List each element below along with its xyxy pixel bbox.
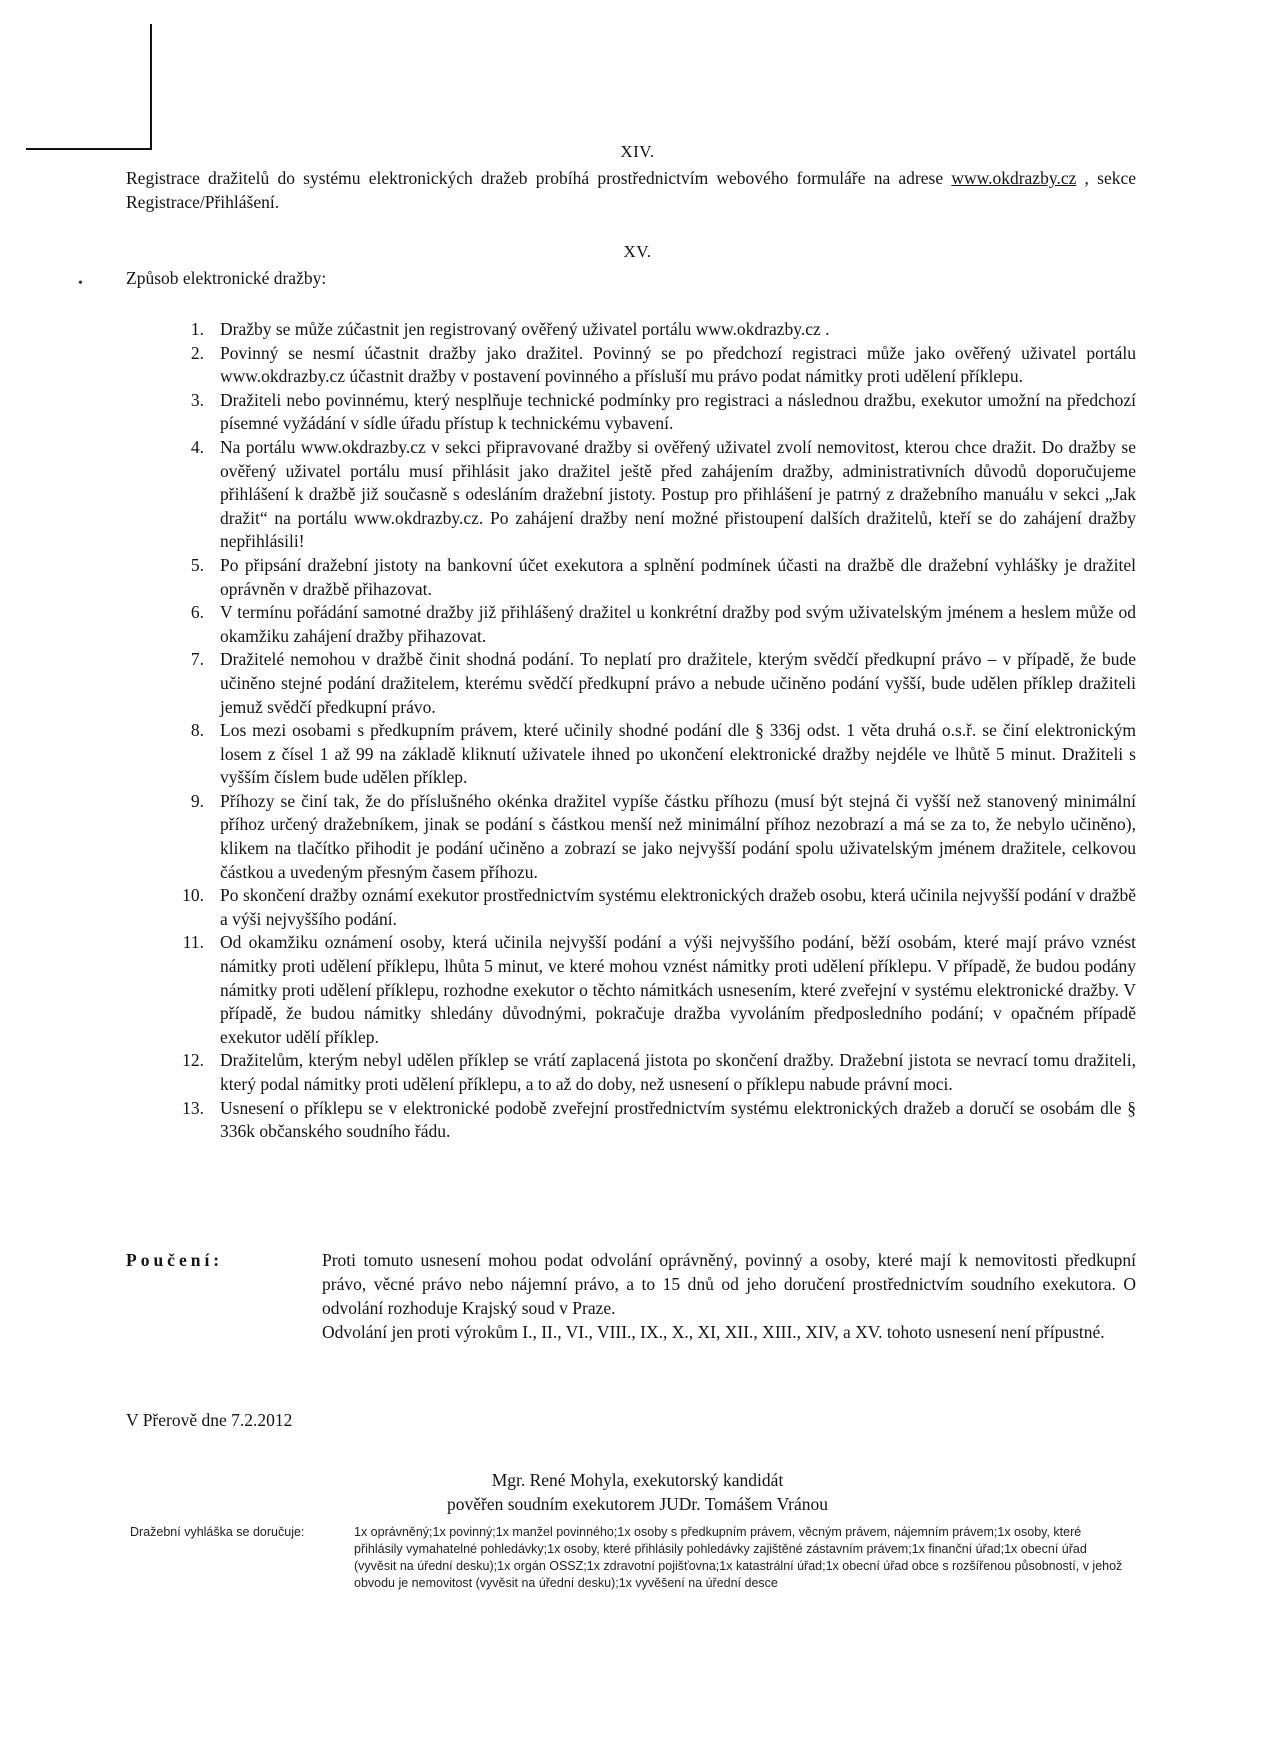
section-xiv-text-after: , sekce Registrace/Přihlášení. [126, 168, 1136, 212]
list-item-number: 4. [190, 436, 204, 457]
section-xiv-text-before: Registrace dražitelů do systému elektronických dražeb probíhá prostřednictvím webového formuláře na adrese [126, 168, 952, 188]
corner-mark-vertical [150, 24, 152, 150]
list-item-text: Po skončení dražby oznámí exekutor prostřednictvím systému elektronických dražeb osobu, která učinila nejvyšší podání v dražbě a výši nejvyššího podání. [220, 885, 1136, 929]
list-item-number: 1. [190, 319, 204, 339]
list-item-number: 8. [190, 720, 204, 741]
section-xv-intro: Způsob elektronické dražby: [126, 268, 327, 288]
list-item-number: 5. [190, 554, 204, 575]
pouceni-block [126, 1248, 1136, 1344]
list-item-number: 10. [182, 885, 204, 906]
list-item-number: 13. [182, 1097, 204, 1118]
list-item-number: 12. [182, 1050, 204, 1071]
list-item-number: 3. [190, 389, 204, 410]
list-item-text: Dražby se může zúčastnit jen registrovaný ověřený uživatel portálu www.okdrazby.cz . [220, 319, 830, 339]
delivery-label: Dražební vyhláška se doručuje: [130, 1525, 305, 1539]
list-item [170, 931, 1136, 1049]
list-item-text: Dražitelům, kterým nebyl udělen příklep se vrátí zaplacená jistota po skončení dražby. Dražební jistota se nevrací tomu dražiteli, který podal námitky proti udělení příklepu, a to až do doby, než usnesení o příklepu nabude právní moci. [220, 1050, 1136, 1094]
list-item [170, 1049, 1136, 1096]
section-xiv-heading: XIV. [620, 142, 655, 161]
list-item [170, 554, 1136, 601]
list-item-text: Dražitelé nemohou v dražbě činit shodná podání. To neplatí pro dražitele, kterým svědčí předkupní právo – v případě, že bude učiněno stejné podání dražitelem, kterému svědčí předkupní právo a nebude učiněno podání vyšší, bude udělen příklep dražiteli jemuž svědčí předkupní právo. [220, 649, 1136, 717]
list-item [170, 389, 1136, 436]
list-item [170, 436, 1136, 554]
list-item-text: Od okamžiku oznámení osoby, která učinila nejvyšší podání a výši nejvyššího podání, běží osobám, které mají právo vznést námitky proti udělení příklepu, lhůta 5 minut, ve které mohou vznést námitky proti udělení příklepu. V případě, že budou podány námitky proti udělení příklepu, rozhodne exekutor o těchto námitkách usnesením, které zveřejní v systému elektronické dražby. V případě, že budou námitky shledány důvodnými, pokračuje dražba vyvoláním předposledního podání; v opačném případě exekutor udělí příklep. [220, 932, 1136, 1047]
delivery-text: 1x oprávněný;1x povinný;1x manžel povinného;1x osoby s předkupním právem, věcným právem, nájemním právem;1x osoby, které přihlásily vymahatelné pohledávky;1x osoby, které přihlásily pohledávky zajištěné zástavním právem;1x finanční úřad;1x obecní úřad (vyvěsit na úřední desku);1x orgán OSSZ;1x zdravotní pojišťovna;1x katastrální úřad;1x obecní úřad obce s rozšířenou působností, v jehož obvodu je nemovitost (vyvěsit na úřední desku);1x vyvěšení na úřední desce [354, 1525, 1123, 1590]
list-item [170, 884, 1136, 931]
list-item-text: Los mezi osobami s předkupním právem, které učinily shodné podání dle § 336j odst. 1 věta druhá o.s.ř. se činí elektronickým losem z čísel 1 až 99 na základě kliknutí uživatele ihned po ukončení elektronické dražby nejdéle ve lhůtě 5 minut. Dražiteli s vyšším číslem bude udělen příklep. [220, 720, 1136, 788]
list-item [170, 1097, 1136, 1144]
place-and-date: V Přerově dne 7.2.2012 [126, 1410, 293, 1430]
list-item-number: 9. [190, 790, 204, 811]
list-item-number: 11. [182, 932, 204, 953]
list-item-text: Dražiteli nebo povinnému, který nesplňuje technické podmínky pro registraci a následnou dražbu, exekutor umožní na předchozí písemné vyžádání v sídle úřadu přístup k technickému vybavení. [220, 389, 1136, 434]
list-item [170, 342, 1136, 389]
pouceni-text-2: Odvolání jen proti výrokům I., II., VI., VIII., IX., X., XI, XII., XIII., XIV, a XV. tohoto usnesení není přípustné. [322, 1322, 1105, 1342]
list-item-text: Po připsání dražební jistoty na bankovní účet exekutora a splnění podmínek účasti na dražbě dle dražební vyhlášky je dražitel oprávněn v dražbě přihazovat. [220, 554, 1136, 599]
okdrazby-link[interactable]: www.okdrazby.cz [951, 168, 1077, 188]
list-item-text: Usnesení o příklepu se v elektronické podobě zveřejní prostřednictvím systému elektronických dražeb a doručí se osobám dle § 336k občanského soudního řádu. [220, 1097, 1136, 1142]
list-item [170, 648, 1136, 719]
list-item-text: Příhozy se činí tak, že do příslušného okénka dražitel vypíše částku příhozu (musí být stejná či vyšší než stanovený minimální příhoz určený dražebníkem, jinak se podání s částkou menší než minimální příhoz nezobrazí a má se za to, že nebylo učiněno), klikem na tlačítko přihodit je podání učiněno a zobrazí se jako nejvyšší podání spolu uživatelským jménem dražitele, celkovou částkou a uvedeným přesným časem příhozu. [220, 790, 1136, 882]
list-item-number: 2. [190, 342, 204, 363]
list-item-number: 6. [190, 602, 204, 623]
list-item [170, 790, 1136, 884]
pouceni-text: Proti tomuto usnesení mohou podat odvolání oprávněný, povinný a osoby, které mají k nemovitosti předkupní právo, věcné právo nebo nájemní právo, a to 15 dnů od jeho doručení prostřednictvím soudního exekutora. O odvolání rozhoduje Krajský soud v Praze. [322, 1250, 1136, 1318]
signature-name: Mgr. René Mohyla, exekutorský kandidát [491, 1470, 784, 1490]
list-item-number: 7. [190, 649, 204, 670]
list-item [170, 719, 1136, 790]
pouceni-label: Poučení: [126, 1250, 224, 1270]
margin-dot: • [78, 276, 83, 291]
signature-authority: pověřen soudním exekutorem JUDr. Tomášem Vránou [446, 1494, 829, 1514]
list-item-text: V termínu pořádání samotné dražby již přihlášený dražitel u konkrétní dražby pod svým uživatelským jménem a heslem může od okamžiku zahájení dražby přihazovat. [220, 602, 1136, 646]
list-item [170, 601, 1136, 648]
section-xv-heading: XV. [623, 242, 652, 261]
list-item-text: Povinný se nesmí účastnit dražby jako dražitel. Povinný se po předchozí registraci může jako ověřený uživatel portálu www.okdrazby.cz účastnit dražby v postavení povinného a přísluší mu právo podat námitky proti udělení příklepu. [220, 342, 1136, 387]
section-xiv-text [126, 166, 1136, 214]
list-item [170, 318, 1136, 342]
delivery-list [130, 1524, 1130, 1592]
list-item-text: Na portálu www.okdrazby.cz v sekci připravované dražby si ověřený uživatel zvolí nemovitost, kterou chce dražit. Do dražby se ověřený uživatel portálu musí přihlásit jako dražitel ještě před zahájením dražby, administrativních důvodů doporučujeme přihlášení k dražbě již současně s odesláním dražební jistoty. Postup pro přihlášení je patrný z dražebního manuálu v sekci „Jak dražit“ na portálu www.okdrazby.cz. Po zahájení dražby není možné přistoupení dalších dražitelů, kteří se do zahájení dražby nepřihlásili! [220, 436, 1136, 552]
auction-rules-list [170, 318, 1136, 1144]
